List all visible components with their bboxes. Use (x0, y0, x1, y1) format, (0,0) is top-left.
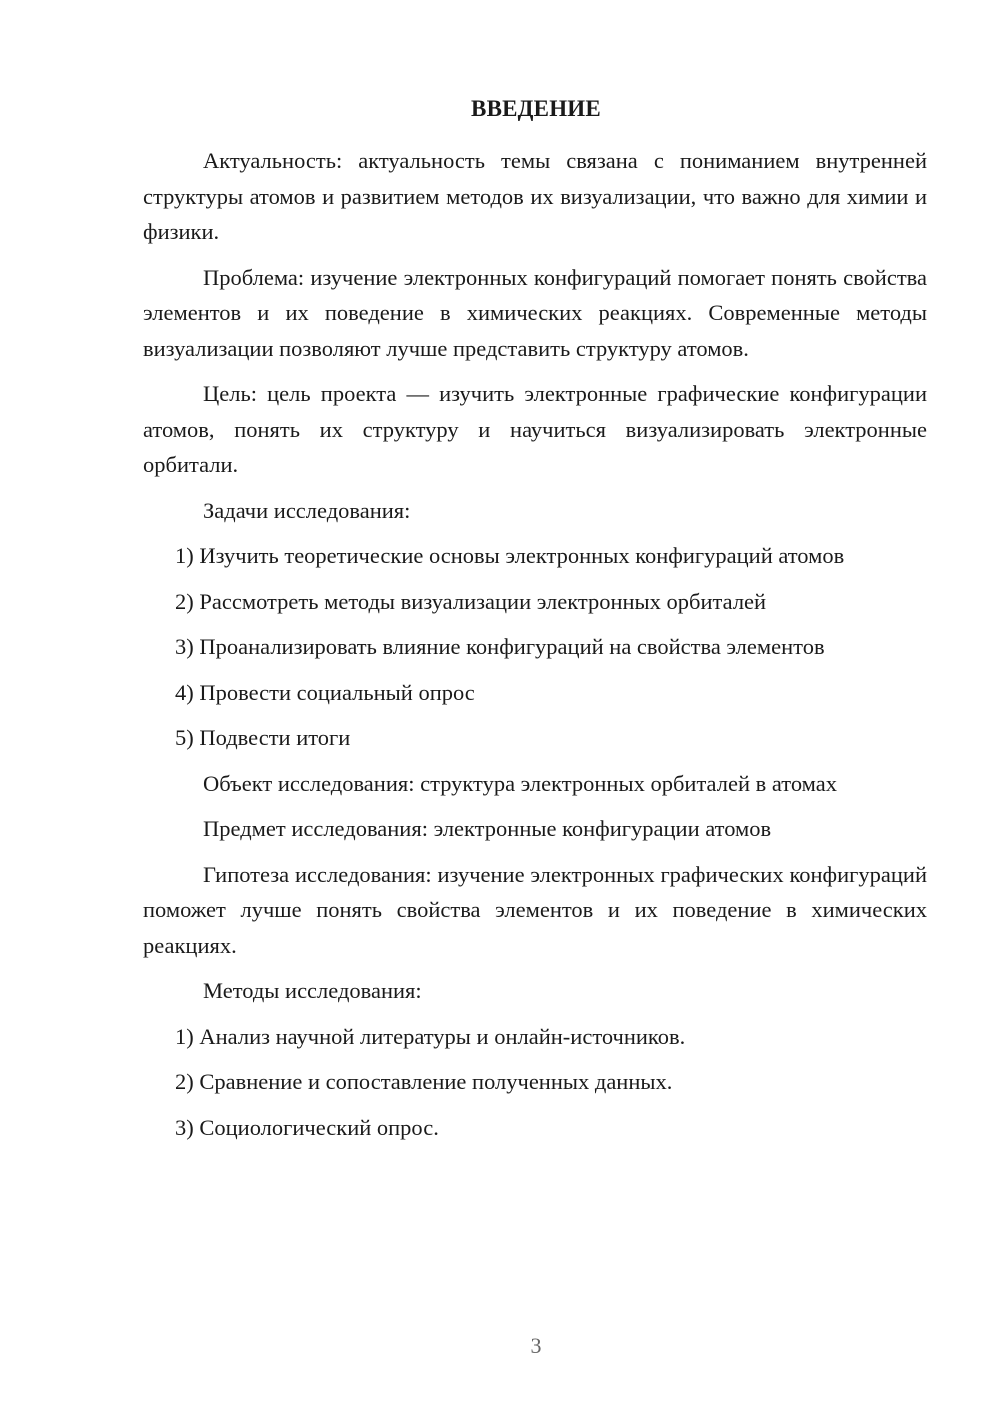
research-subject: Предмет исследования: электронные конфигурации атомов (203, 816, 772, 841)
methods-title: Методы исследования: (203, 978, 422, 1003)
task-item: 2) Рассмотреть методы визуализации электронных орбиталей (175, 588, 767, 614)
page-number: 3 (530, 1333, 542, 1358)
task-item: 5) Подвести итоги (175, 725, 351, 750)
method-item: 1) Анализ научной литературы и онлайн-источников. (175, 1023, 686, 1049)
research-object: Объект исследования: структура электронных орбиталей в атомах (203, 770, 837, 796)
section-heading: ВВЕДЕНИЕ (471, 96, 601, 121)
document-body (143, 143, 927, 1155)
task-item: 3) Проанализировать влияние конфигураций на свойства элементов (175, 634, 825, 659)
tasks-title: Задачи исследования: (203, 497, 411, 523)
task-item: 4) Провести социальный опрос (175, 679, 475, 705)
relevance-paragraph: Актуальность: актуальность темы связана с пониманием внутренней структуры атомов и развитием методов их визуализации, что важно для химии и физики. (143, 148, 927, 244)
method-item: 3) Социологический опрос. (175, 1114, 439, 1140)
task-item: 1) Изучить теоретические основы электронных конфигураций атомов (175, 543, 845, 568)
problem-paragraph: Проблема: изучение электронных конфигураций помогает понять свойства элементов и их поведение в химических реакциях. Современные методы визуализации позволяют лучше представить структуру атомов. (143, 264, 927, 361)
method-item: 2) Сравнение и сопоставление полученных данных. (175, 1069, 673, 1094)
hypothesis-paragraph: Гипотеза исследования: изучение электронных графических конфигураций поможет лучше понять свойства элементов и их поведение в химических реакциях. (143, 861, 927, 958)
goal-paragraph: Цель: цель проекта — изучить электронные графические конфигурации атомов, понять их структуру и научиться визуализировать электронные орбитали. (143, 381, 927, 477)
